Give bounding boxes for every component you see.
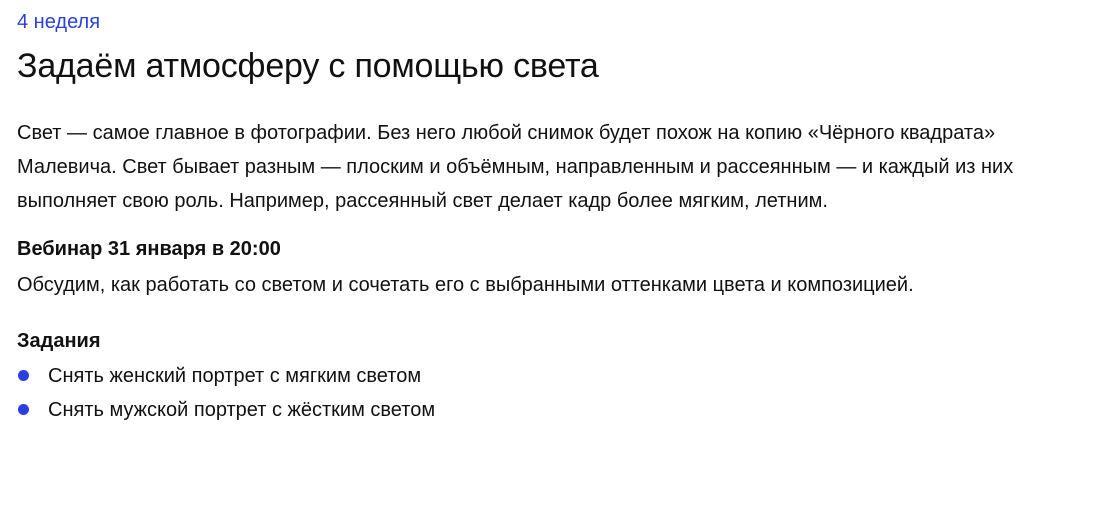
task-label: Снять мужской портрет с жёстким светом (48, 399, 436, 421)
bullet-icon (18, 404, 29, 415)
tasks-section (17, 328, 1095, 427)
webinar-section (17, 236, 1095, 299)
bullet-icon (18, 370, 29, 381)
page-title: Задаём атмосферу с помощью света (17, 47, 599, 85)
week-label: 4 неделя (17, 11, 101, 33)
webinar-title: Вебинар 31 января в 20:00 (17, 238, 281, 260)
list-item (17, 393, 1095, 427)
tasks-title: Задания (17, 330, 101, 352)
tasks-list (17, 359, 1095, 427)
list-item (17, 359, 1095, 393)
webinar-description: Обсудим, как работать со светом и сочетать его с выбранными оттенками цвета и композицией. (17, 274, 914, 296)
task-label: Снять женский портрет с мягким светом (48, 365, 422, 387)
intro-paragraph: Свет — самое главное в фотографии. Без него любой снимок будет похож на копию «Чёрного квадрата» Малевича. Свет бывает разным — плоским и объёмным, направленным и рассеянным — и каждый из них выполняет свою роль. Например, рассеянный свет делает кадр более мягким, летним. (17, 122, 1014, 212)
